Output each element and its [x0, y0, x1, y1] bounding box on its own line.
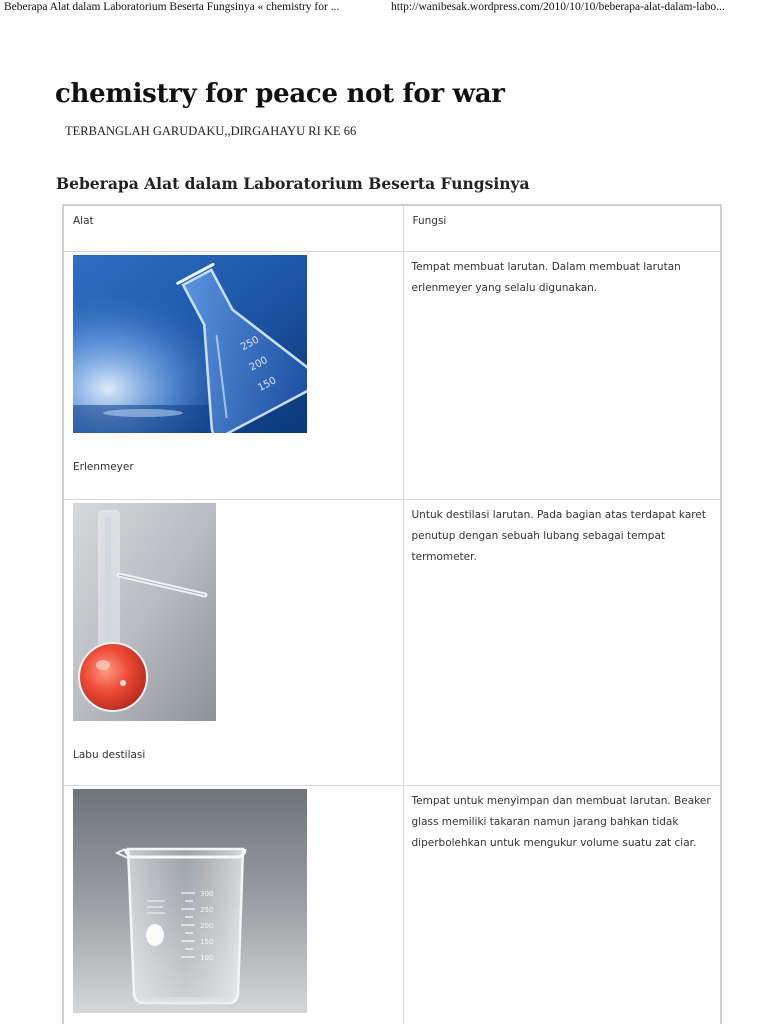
- header-fungsi: Fungsi: [403, 205, 721, 251]
- cell-alat: [63, 499, 403, 785]
- cell-fungsi: Tempat membuat larutan. Dalam membuat larutan erlenmeyer yang selalu digunakan.: [403, 251, 721, 499]
- erlenmeyer-mark: 200: [247, 354, 270, 374]
- beaker-mark: 200: [200, 921, 214, 930]
- tool-name: Erlenmeyer: [73, 460, 134, 473]
- cell-fungsi: Tempat untuk menyimpan dan membuat larutan. Beaker glass memiliki takaran namun jarang bahkan tidak diperbolehkan untuk mengukur volume suatu zat ciar.: [403, 785, 721, 1024]
- table-row: [63, 785, 721, 1024]
- site-tagline: TERBANGLAH GARUDAKU,,DIRGAHAYU RI KE 66: [65, 124, 357, 138]
- distillation-flask-photo: [73, 503, 394, 721]
- print-page-url: http://wanibesak.wordpress.com/2010/10/10/beberapa-alat-dalam-labo...: [391, 1, 725, 13]
- erlenmeyer-mark: 150: [256, 374, 279, 394]
- table-header-row: [63, 205, 721, 251]
- site-title[interactable]: chemistry for peace not for war: [55, 79, 505, 109]
- cell-fungsi: Untuk destilasi larutan. Pada bagian atas terdapat karet penutup dengan sebuah lubang sebagai tempat termometer.: [403, 499, 721, 785]
- table-row: [63, 251, 721, 499]
- print-header: [0, 0, 768, 16]
- table-row: [63, 499, 721, 785]
- beaker-mark: 150: [200, 937, 214, 946]
- post-title[interactable]: Beberapa Alat dalam Laboratorium Beserta Fungsinya: [56, 174, 530, 193]
- print-page-title: Beberapa Alat dalam Laboratorium Beserta Fungsinya « chemistry for ...: [4, 1, 340, 13]
- tool-name: Labu destilasi: [73, 748, 146, 761]
- beaker-photo: [73, 789, 394, 1013]
- cell-alat: [63, 251, 403, 499]
- erlenmeyer-photo: [73, 255, 394, 433]
- erlenmeyer-mark: 250: [239, 334, 262, 353]
- equipment-table: [62, 204, 722, 1024]
- header-alat: Alat: [63, 205, 403, 251]
- beaker-mark: 300: [200, 889, 214, 898]
- beaker-mark: 100: [200, 953, 214, 962]
- cell-alat: [63, 785, 403, 1024]
- beaker-mark: 250: [200, 905, 214, 914]
